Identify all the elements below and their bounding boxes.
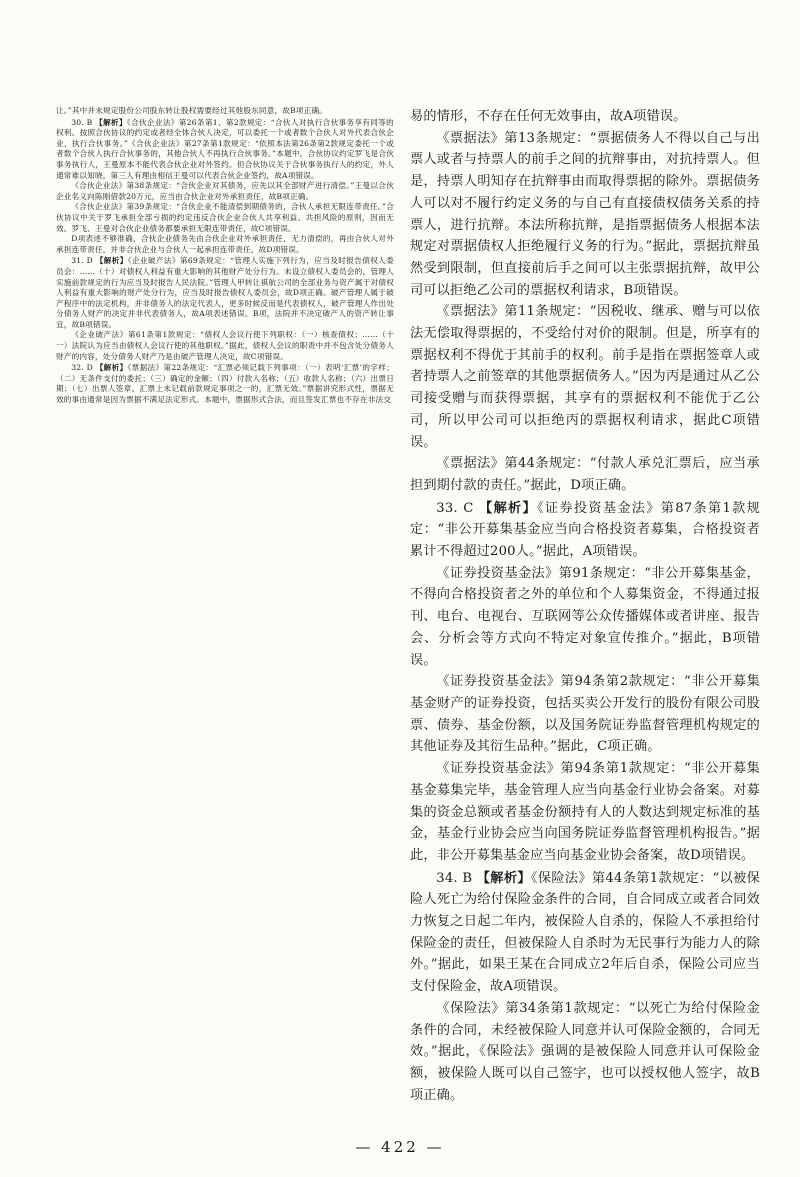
page-number: — 422 — [355, 1138, 445, 1156]
paragraph: D项表述不够准确，合伙企业债务先由合伙企业对外承担责任，无力清偿的，再由合伙人对外承担连带责任，并非合伙企业与合伙人一起承担连带责任，故D项错误。 [56, 234, 394, 254]
answer-text: 《保险法》第44条第1款规定：“以被保险人死亡为给付保险金条件的合同，自合同成立或者合同效力恢复之日起二年内，被保险人自杀的，保险人不承担给付保险金的责任，但被保险人自杀时为无民事行为能力人的除外。”据此，如果王某在合同成立2年后自杀，保险公司应当支付保险金，故A项错误。 [410, 870, 760, 995]
paragraph: 《合伙企业法》第38条规定：“合伙企业对其债务，应先以其全部财产进行清偿。”王曼以合伙企业名义向陈刚借款20万元，应当由合伙企业对外承担责任，故B项正确。 [56, 181, 394, 201]
analysis-tag: 【解析】 [95, 363, 128, 373]
answer-text: 《证券投资基金法》第87条第1款规定：“非公开募集基金应当向合格投资者募集，合格投资者累计不得超过200人。”据此，A项错误。 [410, 500, 760, 560]
answer-text: 《票据法》第22条规定：“汇票必须记载下列事项：（一）表明‘汇票’的字样；（二）无条件支付的委托；（三）确定的金额；（四）付款人名称；（五）收款人名称；（六）出票日期；（七）出票人签章。汇票上未记载前款规定事项之一的，汇票无效。”票据讲究形式性，票据无效的事由通常是因为票据不满足法定形式。本题中，票据形式合法，而且签发汇票也不存在非法交 [56, 363, 394, 405]
paragraph: 《票据法》第11条规定：“因税收、继承、赠与可以依法无偿取得票据的，不受给付对价的限制。但是，所享有的票据权利不得优于其前手的权利。前手是指在票据签章人或者持票人之前签章的其他票据债务人。”因为丙是通过从乙公司接受赠与而获得票据，其享有的票据权利不能优于乙公司，所以甲公司可以拒绝丙的票据权利请求，据此C项错误。 [410, 304, 760, 450]
paragraph: 《证券投资基金法》第94条第2款规定：“非公开募集基金财产的证券投资，包括买卖公开发行的股份有限公司股票、债券、基金份额，以及国务院证券监督管理机构规定的其他证券及其衍生品种。”据此，C项正确。 [410, 674, 760, 755]
answer-explanation [410, 867, 760, 998]
answer-text: 《企业破产法》第69条规定：“管理人实施下列行为，应当及时报告债权人委员会：……（十）对债权人利益有重大影响的其他财产处分行为。未设立债权人委员会的，管理人实施前款规定的行为应当及时报告人民法院。”管理人甲转让祺航公司的全部业务与资产属于对债权人利益有重大影响的财产处分行为，应当及时报告债权人委员会，故D项正确。破产管理人属于破产程序中的法定机构，并非债务人的法定代表人，更多时候反而是代表债权人，破产管理人作出处分债务人财产的决定并非代表债务人，故A项表述错误。B项，法院并不决定破产人的资产转让事宜，故B项错误。 [56, 256, 394, 329]
right-column [410, 106, 760, 1106]
paragraph: 《保险法》第34条第1款规定：“以死亡为给付保险金条件的合同，未经被保险人同意并认可保险金额的，合同无效。”据此，《保险法》强调的是被保险人同意并认可保险金额，被保险人既可以自己签字，也可以授权他人签字，故B项正确。 [410, 1000, 760, 1103]
paragraph: 《证券投资基金法》第94条第1款规定：“非公开募集基金募集完毕，基金管理人应当向基金行业协会备案。对募集的资金总额或者基金份额持有人的人数达到规定标准的基金，基金行业协会应当向国务院证券监督管理机构报告。”据此，非公开募集基金应当向基金业协会备案，故D项错误。 [410, 761, 760, 863]
analysis-tag: 【解析】 [95, 256, 128, 266]
answer-explanation [56, 362, 394, 405]
answer-number: 34. B [436, 870, 473, 886]
answer-explanation [56, 117, 394, 182]
analysis-tag: 【解析】 [95, 117, 127, 127]
text-columns [56, 106, 760, 1106]
paragraph: 《票据法》第13条规定：“票据债务人不得以自己与出票人或者与持票人的前手之间的抗辩事由，对抗持票人。但是，持票人明知存在抗辩事由而取得票据的除外。票据债务人可以对不履行约定义务的与自己有直接债权债务关系的持票人，进行抗辩。本法所称抗辩，是指票据债务人根据本法规定对票据债权人拒绝履行义务的行为。”据此，票据抗辩虽然受到限制，但直接前后手之间可以主张票据抗辩，故甲公司可以拒绝乙公司的票据权利请求，B项错误。 [410, 130, 760, 298]
continued-paragraph: 易的情形，不存在任何无效事由，故A项错误。 [410, 109, 687, 124]
analysis-tag: 【解析】 [476, 870, 531, 886]
paragraph: 《证券投资基金法》第91条规定：“非公开募集基金，不得向合格投资者之外的单位和个人募集资金，不得通过报刊、电台、电视台、互联网等公众传播媒体或者讲座、报告会、分析会等方式向不特定对象宣传推介。”据此，B项错误。 [410, 565, 760, 668]
answer-explanation [56, 255, 394, 330]
paragraph: 《合伙企业法》第39条规定：“合伙企业不能清偿到期债务的，合伙人承担无限连带责任。”合伙协议中关于罗飞承担全部亏损的约定违反合伙企业合伙人共享利益、共担风险的原则，因而无效。罗飞、王曼对合伙企业债务都要承担无限连带责任，故C项错误。 [56, 202, 394, 233]
analysis-tag: 【解析】 [479, 500, 538, 516]
answer-number: 33. C [436, 500, 474, 516]
answer-text: 《合伙企业法》第26条第1、第2款规定：“合伙人对执行合伙事务享有同等的权利。按照合伙协议的约定或者经全体合伙人决定，可以委托一个或者数个合伙人对外代表合伙企业，执行合伙事务。”《合伙企业法》第27条第1款规定：“依照本法第26条第2款规定委托一个或者数个合伙人执行合伙事务的，其他合伙人不再执行合伙事务。”本题中，合伙协议约定罗飞是合伙事务执行人，王曼原本不能代表合伙企业对外签约。但合伙协议关于合伙事务执行人的约定，外人通常难以知晓，第三人有理由相信王曼可以代表合伙企业签约，故A项错误。 [56, 117, 394, 180]
answer-number: 31. D [71, 256, 93, 266]
continued-paragraph: 让。”其中并未规定股份公司股东转让股权需要经过其他股东同意，故B项正确。 [56, 106, 328, 115]
paragraph: 《票据法》第44条规定：“付款人承兑汇票后，应当承担到期付款的责任。”据此，D项正确。 [410, 456, 760, 493]
answer-number: 32. D [71, 363, 93, 373]
paragraph: 《企业破产法》第61条第1款规定：“债权人会议行使下列职权：（一）核查债权；……（十一）法院认为应当由债权人会议行使的其他职权。”据此，债权人会议的职责中并不包含处分债务人财产的内容，处分债务人财产乃是由破产管理人决定，故C项错误。 [56, 330, 394, 361]
answer-explanation [410, 497, 760, 563]
answer-number: 30. B [71, 117, 93, 127]
left-column [56, 106, 394, 1106]
